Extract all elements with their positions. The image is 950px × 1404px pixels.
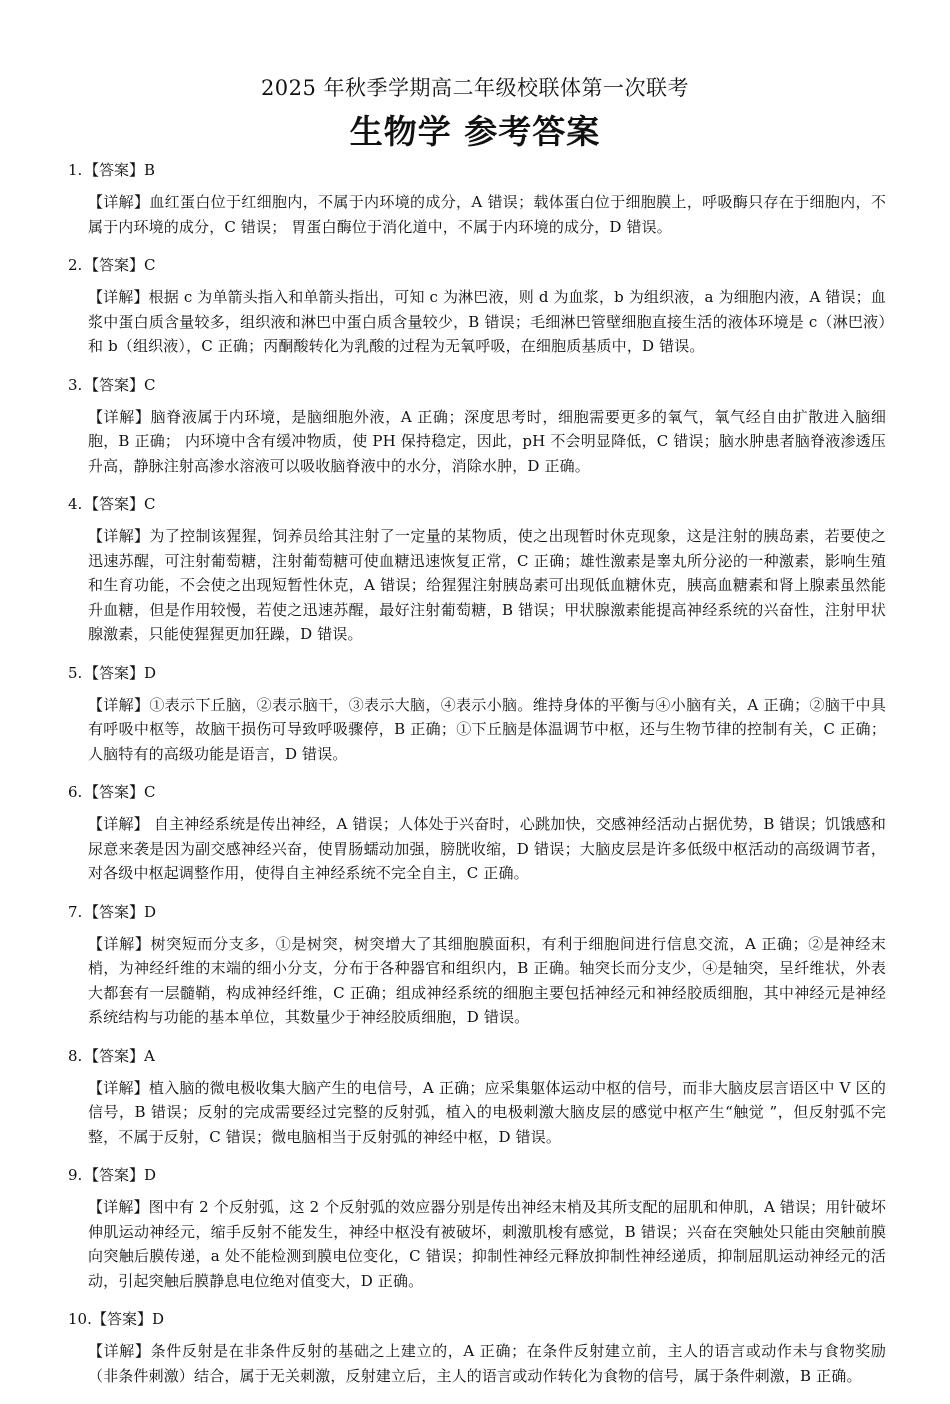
question-number: 10. bbox=[68, 1310, 92, 1328]
answer-explanation: 【详解】根据 c 为单箭头指入和单箭头指出，可知 c 为淋巴液，则 d 为血浆，b 为组织液，a 为细胞内液，A 错误；血浆中蛋白质含量较多，组织液和淋巴中蛋白质含量较少，B 错误；毛细淋巴管壁细胞直接生活的液体环境是 c（淋巴液）和 b（组织液），C 正确；丙酮酸转化为乳酸的过程为无氧呼吸，在细胞质基质中，D 错误。 bbox=[88, 288, 886, 355]
answer-explanation: 【详解】①表示下丘脑，②表示脑干，③表示大脑，④表示小脑。维持身体的平衡与④小脑有关，A 正确；②脑干中具有呼吸中枢等，故脑干损伤可导致呼吸骤停，B 正确；①下丘脑是体温调节中枢，还与生物节律的控制有关，C 正确；人脑特有的高级功能是语言，D 错误。 bbox=[88, 695, 886, 763]
answer-key: 【答案】D bbox=[84, 902, 157, 921]
exam-subtitle: 2025 年秋季学期高二年级校联体第一次联考 bbox=[260, 76, 690, 100]
answer-item-6 bbox=[68, 782, 886, 886]
answer-line bbox=[68, 782, 886, 802]
question-number: 8. bbox=[68, 1046, 83, 1065]
page-title: 生物学 参考答案 bbox=[349, 112, 601, 151]
answer-line bbox=[68, 1165, 886, 1185]
answer-line bbox=[68, 255, 886, 275]
question-number: 4. bbox=[68, 495, 83, 513]
answer-line bbox=[68, 160, 886, 180]
question-number: 9. bbox=[68, 1166, 83, 1184]
answer-explanation: 【详解】条件反射是在非条件反射的基础之上建立的，A 正确；在条件反射建立前，主人的语言或动作未与食物奖励（非条件刺激）结合，属于无关刺激，反射建立后，主人的语言或动作转化为食物的信号，属于条件刺激，B 正确。 bbox=[88, 1342, 886, 1385]
question-number: 7. bbox=[68, 902, 83, 921]
answer-key: 【答案】B bbox=[84, 161, 156, 179]
answer-line bbox=[68, 902, 886, 922]
answer-item-7 bbox=[68, 902, 886, 1030]
answer-explanation: 【详解】植入脑的微电极收集大脑产生的电信号，A 正确；应采集躯体运动中枢的信号，而非大脑皮层言语区中 V 区的信号，B 错误；反射的完成需要经过完整的反射弧，植入的电极刺激大脑皮层的感觉中枢产生“触觉 ”，但反射弧不完整，不属于反射，C 错误；微电脑相当于反射弧的神经中枢，D 错误。 bbox=[88, 1078, 886, 1146]
answer-key: 【答案】A bbox=[84, 1046, 155, 1065]
answer-item-10 bbox=[68, 1309, 886, 1388]
answer-item-3 bbox=[68, 375, 886, 479]
question-number: 6. bbox=[68, 783, 83, 801]
question-number: 5. bbox=[68, 663, 83, 682]
answer-item-2 bbox=[68, 255, 886, 359]
answer-key: 【答案】D bbox=[84, 1166, 157, 1184]
answer-line bbox=[68, 375, 886, 395]
question-number: 3. bbox=[68, 375, 83, 394]
answer-explanation: 【详解】脑脊液属于内环境，是脑细胞外液，A 正确；深度思考时，细胞需要更多的氧气，氧气经自由扩散进入脑细胞，B 正确； 内环境中含有缓冲物质，使 PH 保持稳定，因此，pH 不会明显降低，C 错误；脑水肿患者脑脊液渗透压升高，静脉注射高渗水溶液可以吸收脑脊液中的水分，消除水肿，D 正确。 bbox=[88, 407, 886, 475]
answer-item-1 bbox=[68, 160, 886, 239]
answer-key: 【答案】C bbox=[84, 256, 156, 274]
answer-key: 【答案】C bbox=[84, 783, 156, 801]
answer-key: 【答案】C bbox=[84, 375, 156, 394]
answer-line bbox=[68, 663, 886, 683]
answer-line bbox=[68, 1046, 886, 1066]
answer-item-4 bbox=[68, 494, 886, 647]
answer-item-8 bbox=[68, 1046, 886, 1150]
answer-line bbox=[68, 1309, 886, 1329]
answer-explanation: 【详解】图中有 2 个反射弧，这 2 个反射弧的效应器分别是传出神经末梢及其所支配的屈肌和伸肌，A 错误；用针破坏伸肌运动神经元，缩手反射不能发生，神经中枢没有被破坏，刺激肌梭有感觉，B 错误；兴奋在突触处只能由突触前膜向突触后膜传递，a 处不能检测到膜电位变化，C 错误；抑制性神经元释放抑制性神经递质，抑制屈肌运动神经元的活动，引起突触后膜静息电位绝对值变大，D 正确。 bbox=[88, 1198, 886, 1290]
question-number: 2. bbox=[68, 256, 83, 274]
answer-list bbox=[68, 160, 886, 1404]
answer-item-5 bbox=[68, 663, 886, 767]
answer-key: 【答案】C bbox=[84, 495, 156, 513]
answer-key: 【答案】D bbox=[92, 1310, 165, 1328]
answer-explanation: 【详解】 自主神经系统是传出神经，A 错误；人体处于兴奋时，心跳加快，交感神经活动占据优势，B 错误；饥饿感和尿意来袭是因为副交感神经兴奋，使胃肠蠕动加强，膀胱收缩，D 错误；大脑皮层是许多低级中枢活动的高级调节者，对各级中枢起调整作用，使得自主神经系统不完全自主，C 正确。 bbox=[88, 815, 886, 882]
answer-key: 【答案】D bbox=[84, 663, 157, 682]
answer-explanation: 【详解】树突短而分支多，①是树突，树突增大了其细胞膜面积，有利于细胞间进行信息交流，A 正确；②是神经末梢，为神经纤维的末端的细小分支，分布于各种器官和组织内，B 正确。轴突长而分支少，④是轴突，呈纤维状，外表大都套有一层髓鞘，构成神经纤维，C 正确；组成神经系统的细胞主要包括神经元和神经胶质细胞，其中神经元是神经系统结构与功能的基本单位，其数量少于神经胶质细胞，D 错误。 bbox=[88, 934, 886, 1026]
question-number: 1. bbox=[68, 161, 83, 179]
answer-item-9 bbox=[68, 1165, 886, 1293]
answer-explanation: 【详解】为了控制该猩猩，饲养员给其注射了一定量的某物质，使之出现暂时休克现象，这是注射的胰岛素，若要使之迅速苏醒，可注射葡萄糖，注射葡萄糖可使血糖迅速恢复正常，C 正确；雄性激素是睾丸所分泌的一种激素，影响生殖和生育功能，不会使之出现短暂性休克，A 错误；给猩猩注射胰岛素可出现低血糖休克，胰高血糖素和肾上腺素虽然能升血糖，但是作用较慢，若使之迅速苏醒，最好注射葡萄糖，B 错误；甲状腺激素能提高神经系统的兴奋性，注射甲状腺激素，只能使猩猩更加狂躁，D 错误。 bbox=[88, 527, 886, 643]
answer-explanation: 【详解】血红蛋白位于红细胞内，不属于内环境的成分，A 错误；载体蛋白位于细胞膜上，呼吸酶只存在于细胞内，不属于内环境的成分，C 错误； 胃蛋白酶位于消化道中，不属于内环境的成分，D 错误。 bbox=[88, 193, 886, 236]
answer-line bbox=[68, 494, 886, 514]
